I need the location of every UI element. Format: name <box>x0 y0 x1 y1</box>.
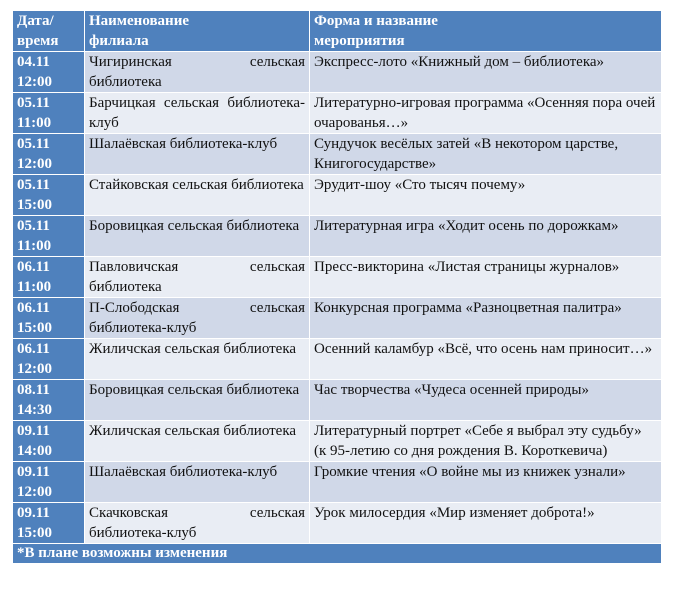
table-body <box>13 52 662 544</box>
event-cell: Литературно-игровая программа «Осенняя пора очей очарованья…» <box>310 93 662 134</box>
time-text: 11:00 <box>17 279 52 295</box>
date-text: 05.11 <box>17 136 50 152</box>
header-branch-line-2: филиала <box>89 33 149 49</box>
date-time-cell <box>13 421 85 462</box>
table-row <box>13 93 662 134</box>
table-row <box>13 462 662 503</box>
event-cell: Осенний каламбур «Всё, что осень нам приносит…» <box>310 339 662 380</box>
table-row <box>13 257 662 298</box>
branch-cell: П-Слободская сельская библиотека-клуб <box>85 298 310 339</box>
table-row <box>13 134 662 175</box>
date-text: 05.11 <box>17 95 50 111</box>
branch-cell: Боровицкая сельская библиотека <box>85 216 310 257</box>
branch-cell: Шалаёвская библиотека-клуб <box>85 462 310 503</box>
changes-note: *В плане возможны изменения <box>13 544 662 564</box>
date-time-cell <box>13 175 85 216</box>
header-branch-line-1: Наименование <box>89 13 189 29</box>
date-text: 09.11 <box>17 423 50 439</box>
date-text: 04.11 <box>17 54 50 70</box>
time-text: 15:00 <box>17 197 52 213</box>
date-text: 09.11 <box>17 464 50 480</box>
date-time-cell <box>13 257 85 298</box>
time-text: 15:00 <box>17 320 52 336</box>
table-row <box>13 503 662 544</box>
table-row <box>13 380 662 421</box>
table-header <box>13 11 662 52</box>
note-row <box>13 544 662 564</box>
branch-cell: Жиличская сельская библиотека <box>85 339 310 380</box>
header-event-line-2: мероприятия <box>314 33 405 49</box>
header-row <box>13 11 662 52</box>
time-text: 12:00 <box>17 74 52 90</box>
table-row <box>13 175 662 216</box>
table-row <box>13 339 662 380</box>
branch-cell: Скачковская сельская библиотека-клуб <box>85 503 310 544</box>
table-row <box>13 298 662 339</box>
date-text: 05.11 <box>17 177 50 193</box>
event-cell: Час творчества «Чудеса осенней природы» <box>310 380 662 421</box>
time-text: 11:00 <box>17 238 52 254</box>
date-text: 09.11 <box>17 505 50 521</box>
table-footer <box>13 544 662 564</box>
time-text: 12:00 <box>17 484 52 500</box>
header-date-line-2: время <box>17 33 59 49</box>
header-event-line-1: Форма и название <box>314 13 438 29</box>
date-time-cell <box>13 93 85 134</box>
event-cell: Урок милосердия «Мир изменяет доброта!» <box>310 503 662 544</box>
date-text: 05.11 <box>17 218 50 234</box>
branch-cell: Стайковская сельская библиотека <box>85 175 310 216</box>
date-time-cell <box>13 298 85 339</box>
date-time-cell <box>13 52 85 93</box>
date-time-cell <box>13 503 85 544</box>
date-time-cell <box>13 134 85 175</box>
time-text: 14:30 <box>17 402 52 418</box>
branch-cell: Чигиринская сельская библиотека <box>85 52 310 93</box>
event-cell: Пресс-викторина «Листая страницы журналов» <box>310 257 662 298</box>
time-text: 15:00 <box>17 525 52 541</box>
date-time-cell <box>13 462 85 503</box>
branch-cell: Боровицкая сельская библиотека <box>85 380 310 421</box>
event-cell: Громкие чтения «О войне мы из книжек узнали» <box>310 462 662 503</box>
event-cell: Сундучок весёлых затей «В некотором царстве, Книгогосударстве» <box>310 134 662 175</box>
branch-cell: Павловичская сельская библиотека <box>85 257 310 298</box>
date-text: 06.11 <box>17 341 50 357</box>
header-event <box>310 11 662 52</box>
event-cell: Конкурсная программа «Разноцветная палитра» <box>310 298 662 339</box>
date-text: 06.11 <box>17 300 50 316</box>
time-text: 12:00 <box>17 156 52 172</box>
branch-cell: Барчицкая сельская библиотека-клуб <box>85 93 310 134</box>
date-text: 06.11 <box>17 259 50 275</box>
time-text: 11:00 <box>17 115 52 131</box>
date-text: 08.11 <box>17 382 50 398</box>
event-cell: Экспресс-лото «Книжный дом – библиотека» <box>310 52 662 93</box>
table-row <box>13 216 662 257</box>
header-date-time <box>13 11 85 52</box>
header-branch <box>85 11 310 52</box>
branch-cell: Шалаёвская библиотека-клуб <box>85 134 310 175</box>
header-date-line-1: Дата/ <box>17 13 54 29</box>
schedule-table <box>12 10 662 564</box>
time-text: 14:00 <box>17 443 52 459</box>
branch-cell: Жиличская сельская библиотека <box>85 421 310 462</box>
date-time-cell <box>13 380 85 421</box>
table-row <box>13 421 662 462</box>
date-time-cell <box>13 216 85 257</box>
time-text: 12:00 <box>17 361 52 377</box>
event-cell: Эрудит-шоу «Сто тысяч почему» <box>310 175 662 216</box>
date-time-cell <box>13 339 85 380</box>
table-row <box>13 52 662 93</box>
event-cell: Литературная игра «Ходит осень по дорожкам» <box>310 216 662 257</box>
event-cell: Литературный портрет «Себе я выбрал эту судьбу» (к 95-летию со дня рождения В. Короткевича) <box>310 421 662 462</box>
